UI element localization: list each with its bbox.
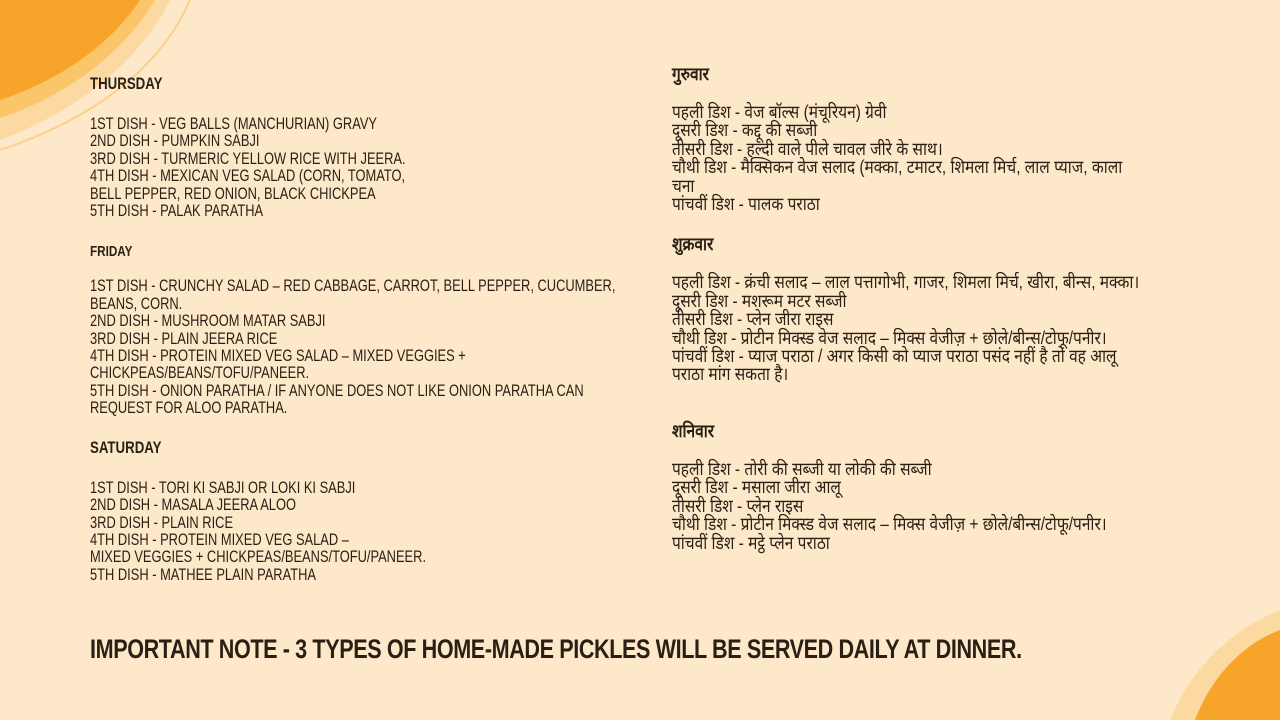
dish-line: चौथी डिश - प्रोटीन मिक्स्ड वेज सलाद – मिक्स वेजीज़ + छोले/बीन्स/टोफू/पनीर। (672, 327, 1107, 348)
dish-line: 2ND DISH - MUSHROOM MATAR SABJI (90, 312, 326, 331)
dish-line: तीसरी डिश - हल्दी वाले पीले चावल जीरे के साथ। (672, 138, 943, 159)
english-menu (90, 74, 640, 604)
dish-line: BELL PEPPER, RED ONION, BLACK CHICKPEA (90, 184, 376, 203)
english-friday (90, 242, 640, 417)
dish-line: पहली डिश - वेज बॉल्स (मंचूरियन) ग्रेवी (672, 102, 887, 122)
dish-line: 4TH DISH - MEXICAN VEG SALAD (CORN, TOMATO, (90, 167, 406, 186)
dish-line: CHICKPEAS/BEANS/TOFU/PANEER. (90, 364, 310, 383)
dish-line: 3RD DISH - PLAIN RICE (90, 513, 234, 532)
dish-line: 2ND DISH - MASALA JEERA ALOO (90, 496, 296, 515)
dish-line: दूसरी डिश - कद्दू की सब्जी (672, 120, 818, 141)
hindi-menu (672, 63, 1240, 572)
dish-line: पांचवीं डिश - मट्ठे प्लेन पराठा (672, 532, 830, 553)
dish-line: 3RD DISH - PLAIN JEERA RICE (90, 329, 278, 348)
dish-line: पहली डिश - क्रंची सलाद – लाल पत्तागोभी, गाजर, शिमला मिर्च, खीरा, बीन्स, मक्का। (672, 272, 1140, 293)
dish-line: तीसरी डिश - प्लेन जीरा राइस (672, 309, 834, 330)
dish-line: 4TH DISH - PROTEIN MIXED VEG SALAD – MIXED VEGGIES + (90, 347, 466, 366)
day-heading: SATURDAY (90, 437, 162, 457)
important-note: IMPORTANT NOTE - 3 TYPES OF HOME-MADE PICKLES WILL BE SERVED DAILY AT DINNER. (90, 634, 1022, 664)
dish-line: 4TH DISH - PROTEIN MIXED VEG SALAD – (90, 530, 349, 549)
dish-line: चौथी डिश - मैक्सिकन वेज सलाद (मक्का, टमाटर, शिमला मिर्च, लाल प्याज, काला (672, 157, 1123, 178)
english-saturday (90, 438, 640, 584)
dish-line: पांचवीं डिश - पालक पराठा (672, 194, 820, 215)
dish-line: दूसरी डिश - मशरूम मटर सब्जी (672, 290, 847, 311)
dish-line: तीसरी डिश - प्लेन राइस (672, 495, 804, 516)
dish-line: चना (672, 175, 695, 196)
dish-line: 5TH DISH - PALAK PARATHA (90, 202, 264, 221)
dish-line: BEANS, CORN. (90, 294, 183, 313)
dish-line: पराठा मांग सकता है। (672, 364, 789, 385)
hindi-thursday (672, 63, 1240, 213)
day-heading: शुक्रवार (672, 234, 714, 255)
day-heading: शनिवार (672, 420, 715, 441)
dish-line: REQUEST FOR ALOO PARATHA. (90, 399, 288, 418)
dish-line: 1ST DISH - TORI KI SABJI OR LOKI KI SABJI (90, 478, 356, 497)
dish-line: दूसरी डिश - मसाला जीरा आलू (672, 477, 841, 498)
dish-line: पांचवीं डिश - प्याज पराठा / अगर किसी को प्याज पराठा पसंद नहीं है तो वह आलू (672, 346, 1117, 367)
dish-line: 5TH DISH - ONION PARATHA / IF ANYONE DOES NOT LIKE ONION PARATHA CAN (90, 381, 584, 400)
dish-line: 1ST DISH - CRUNCHY SALAD – RED CABBAGE, CARROT, BELL PEPPER, CUCUMBER, (90, 277, 616, 296)
hindi-friday (672, 233, 1240, 383)
day-heading: गुरुवार (672, 64, 709, 84)
corner-swoosh-bottom-right (1160, 610, 1280, 720)
dish-line: पहली डिश - तोरी की सब्जी या लोकी की सब्जी (672, 458, 932, 479)
dish-line: MIXED VEGGIES + CHICKPEAS/BEANS/TOFU/PANEER. (90, 548, 427, 567)
day-heading: FRIDAY (90, 243, 133, 261)
hindi-saturday (672, 420, 1240, 552)
dish-line: 1ST DISH - VEG BALLS (MANCHURIAN) GRAVY (90, 115, 378, 133)
dish-line: 5TH DISH - MATHEE PLAIN PARATHA (90, 565, 316, 584)
english-thursday (90, 74, 640, 220)
dish-line: चौथी डिश - प्रोटीन मिक्स्ड वेज सलाद – मिक्स वेजीज़ + छोले/बीन्स/टोफू/पनीर। (672, 514, 1107, 535)
dish-line: 2ND DISH - PUMPKIN SABJI (90, 132, 260, 151)
day-heading: THURSDAY (90, 74, 163, 93)
dish-line: 3RD DISH - TURMERIC YELLOW RICE WITH JEERA. (90, 149, 406, 168)
